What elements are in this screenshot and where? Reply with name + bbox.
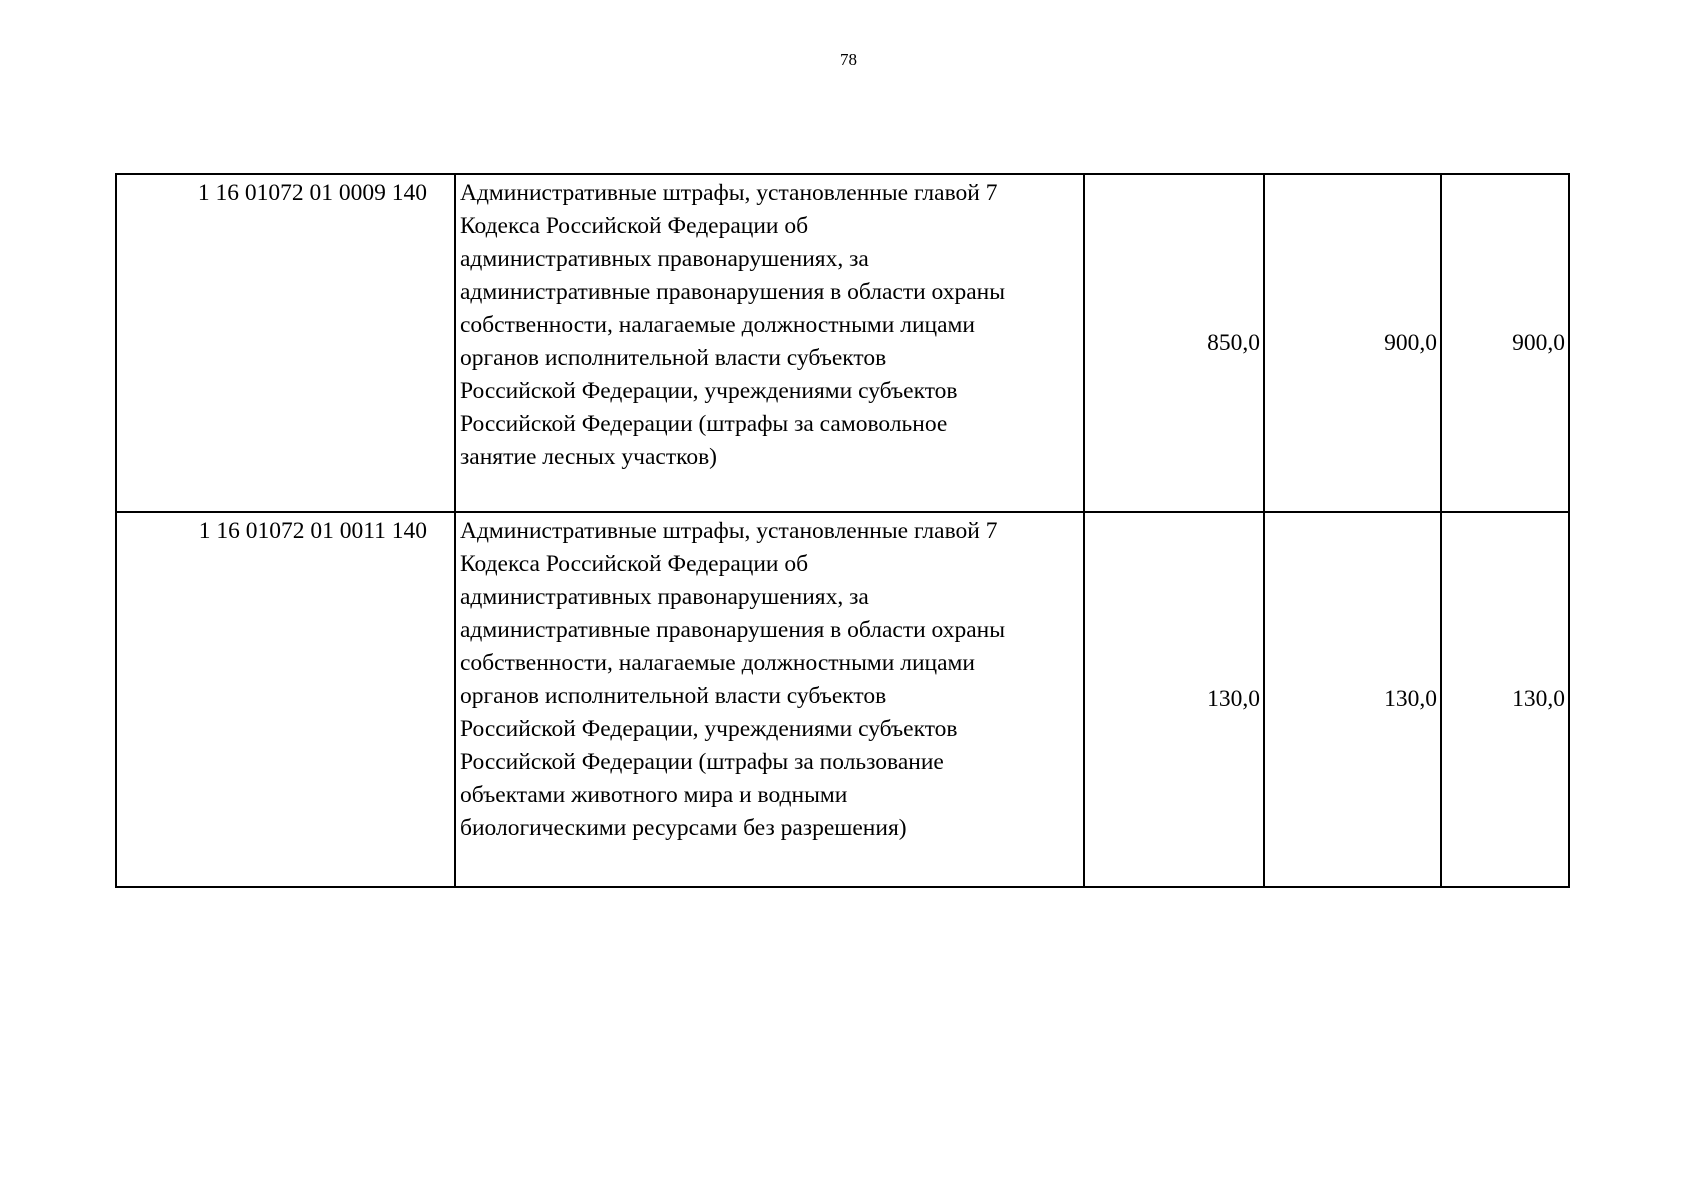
description-line: органов исполнительной власти субъектов [460, 683, 887, 709]
description-line: Российской Федерации, учреждениями субъектов [460, 378, 958, 404]
description-line: Российской Федерации, учреждениями субъектов [460, 716, 958, 742]
amount-value-1: 130,0 [1084, 512, 1264, 887]
amount-value-2: 130,0 [1264, 512, 1441, 887]
description-line: Административные штрафы, установленные главой 7 [460, 518, 998, 544]
table-row [116, 174, 1569, 512]
description-line: административные правонарушения в области охраны [460, 279, 1006, 305]
amount-value-3: 130,0 [1441, 512, 1569, 887]
description-line: органов исполнительной власти субъектов [460, 345, 887, 371]
table-row [116, 512, 1569, 887]
description-line: биологическими ресурсами без разрешения) [460, 815, 907, 841]
description-line: объектами животного мира и водными [460, 782, 848, 808]
description-line: административных правонарушениях, за [460, 246, 869, 272]
amount-value-3: 900,0 [1441, 174, 1569, 512]
amount-value-2: 900,0 [1264, 174, 1441, 512]
description-line: административные правонарушения в области охраны [460, 617, 1006, 643]
description-line: Российской Федерации (штрафы за пользование [460, 749, 944, 775]
description-line: административных правонарушениях, за [460, 584, 869, 610]
description-line: Кодекса Российской Федерации об [460, 551, 809, 577]
description-line: Российской Федерации (штрафы за самовольное [460, 411, 948, 437]
budget-classification-code: 1 16 01072 01 0009 140 [116, 174, 455, 512]
description-line: Административные штрафы, установленные главой 7 [460, 180, 998, 206]
description-line: собственности, налагаемые должностными лицами [460, 650, 975, 676]
description-line: Кодекса Российской Федерации об [460, 213, 809, 239]
budget-revenue-table [115, 173, 1570, 888]
amount-value-1: 850,0 [1084, 174, 1264, 512]
revenue-description [455, 512, 1084, 887]
revenue-description [455, 174, 1084, 512]
description-line: собственности, налагаемые должностными лицами [460, 312, 975, 338]
budget-classification-code: 1 16 01072 01 0011 140 [116, 512, 455, 887]
page-number: 78 [840, 50, 857, 69]
description-line: занятие лесных участков) [460, 444, 718, 470]
